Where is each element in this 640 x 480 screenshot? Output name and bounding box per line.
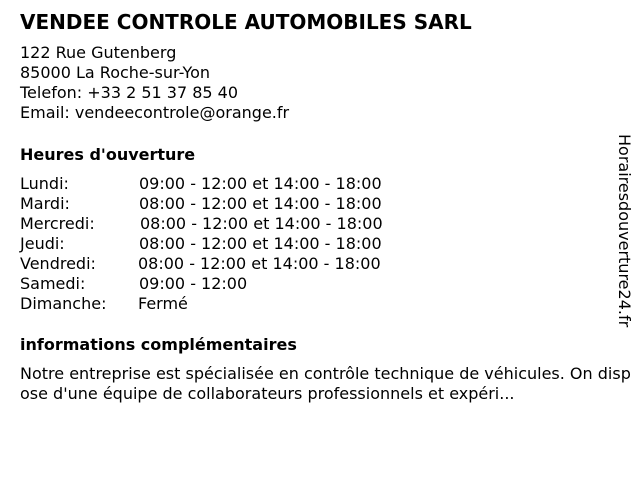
brand-watermark bbox=[612, 134, 636, 344]
opening-hours-heading: Heures d'ouverture bbox=[20, 145, 196, 164]
hours-day: Mercredi: bbox=[20, 214, 95, 233]
hours-time: 08:00 - 12:00 et 14:00 - 18:00 bbox=[139, 234, 382, 253]
hours-day: Mardi: bbox=[20, 194, 70, 213]
phone-number: Telefon: +33 2 51 37 85 40 bbox=[20, 83, 239, 102]
hours-day: Jeudi: bbox=[20, 234, 65, 253]
city-address: 85000 La Roche-sur-Yon bbox=[20, 63, 211, 82]
email-address: Email: vendeecontrole@orange.fr bbox=[20, 103, 290, 122]
hours-time: 08:00 - 12:00 et 14:00 - 18:00 bbox=[139, 194, 382, 213]
hours-day: Vendredi: bbox=[20, 254, 96, 273]
hours-time: 08:00 - 12:00 et 14:00 - 18:00 bbox=[140, 214, 383, 233]
additional-info-heading: informations complémentaires bbox=[20, 335, 297, 354]
hours-time: 08:00 - 12:00 et 14:00 - 18:00 bbox=[138, 254, 381, 273]
hours-day: Dimanche: bbox=[20, 294, 107, 313]
hours-time: 09:00 - 12:00 bbox=[139, 274, 248, 293]
business-name: VENDEE CONTROLE AUTOMOBILES SARL bbox=[20, 10, 472, 34]
contact-block bbox=[20, 43, 289, 123]
hours-time: Fermé bbox=[138, 294, 188, 313]
street-address: 122 Rue Gutenberg bbox=[20, 43, 177, 62]
hours-day: Samedi: bbox=[20, 274, 86, 293]
additional-info-text: Notre entreprise est spécialisée en contrôle technique de véhicules. On dispose d'une équipe de collaborateurs professionnels et expéri... bbox=[20, 364, 631, 403]
brand-text: Horairesdouverture24.fr bbox=[615, 134, 634, 328]
hours-time: 09:00 - 12:00 et 14:00 - 18:00 bbox=[139, 174, 382, 193]
hours-day: Lundi: bbox=[20, 174, 69, 193]
